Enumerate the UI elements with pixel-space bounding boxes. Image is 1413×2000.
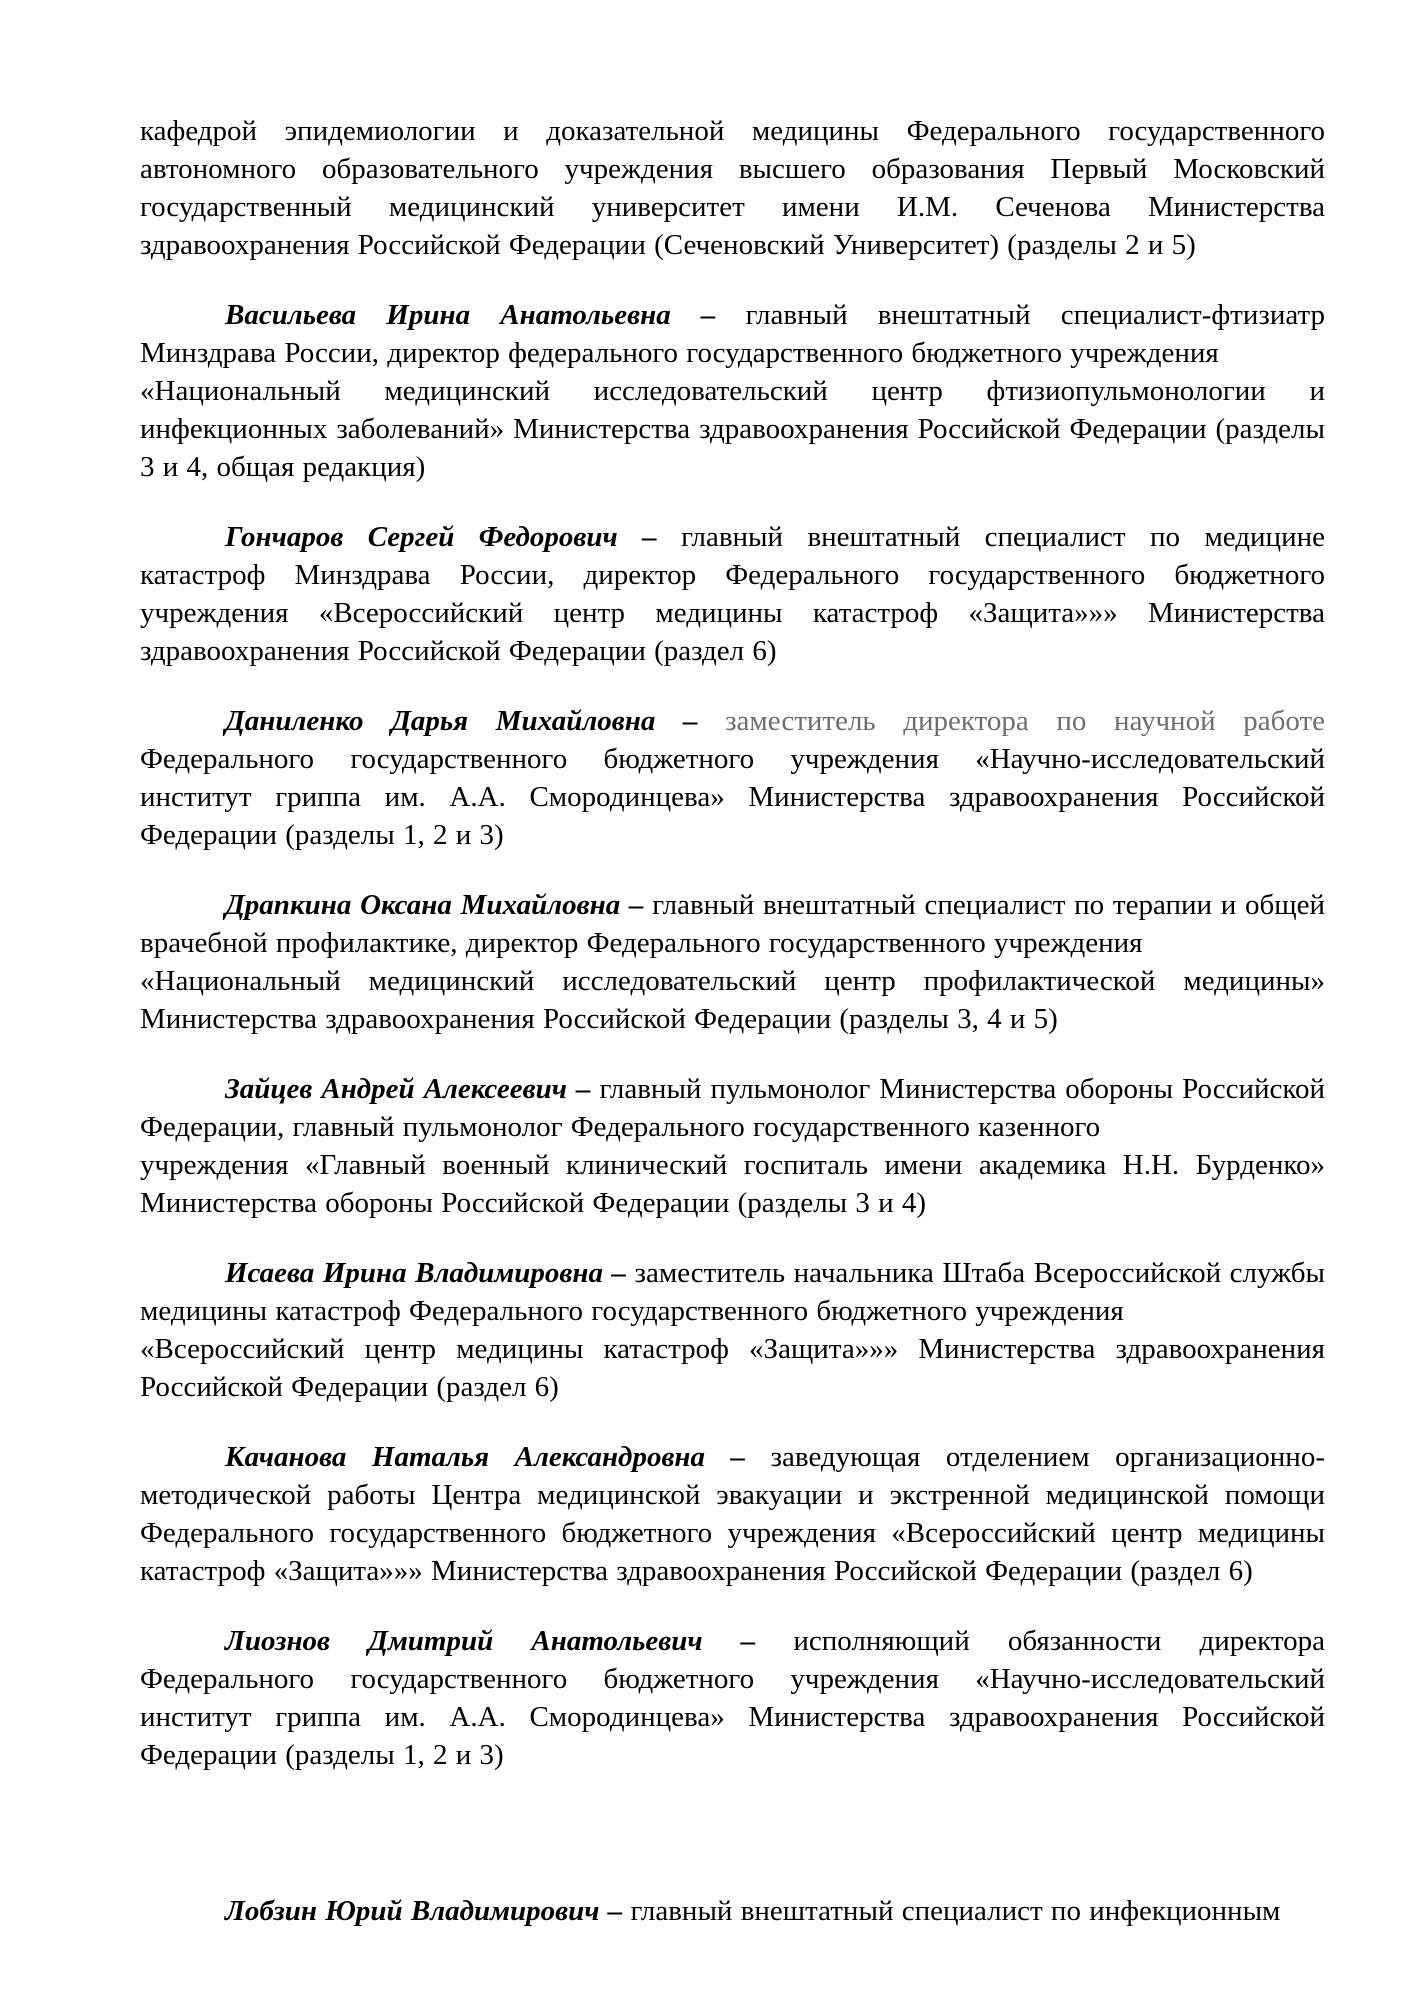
paragraph	[140, 702, 1325, 854]
author-name: Лиознов Дмитрий Анатольевич –	[225, 1625, 756, 1657]
paragraph	[140, 1070, 1325, 1222]
paragraph	[140, 1622, 1325, 1774]
paragraph-text: кафедрой эпидемиологии и доказательной медицины Федерального государственного автономного образовательного учреждения высшего образования Первый Московский государственный медицинский университет имени И.М. Сеченова Министерства здравоохранения Российской Федерации (Сеченовский Университет) (разделы 2 и 5)	[140, 115, 1325, 261]
paragraph-text: главный внештатный специалист по медицине катастроф Минздрава России, директор Федерального государственного бюджетного учреждения «Всероссийский центр медицины катастроф «Защита»»» Министерства здравоохранения Российской Федерации (раздел 6)	[140, 521, 1325, 667]
paragraph-text: заместитель начальника Штаба Всероссийской службы медицины катастроф Федерального государственного бюджетного учреждения	[140, 1257, 1325, 1327]
paragraph	[140, 518, 1325, 670]
author-name: Лобзин Юрий Владимирович –	[225, 1895, 623, 1927]
paragraph-text-gray: заместитель директора по научной работе	[697, 705, 1325, 737]
author-name: Драпкина Оксана Михайловна –	[225, 889, 644, 921]
paragraph	[140, 1438, 1325, 1590]
paragraph-text: главный внештатный специалист-фтизиатр Минздрава России, директор федерального государственного бюджетного учреждения	[140, 299, 1325, 369]
paragraph-text: «Всероссийский центр медицины катастроф «Защита»»» Министерства здравоохранения Российской Федерации (раздел 6)	[140, 1333, 1325, 1403]
paragraph-text: главный пульмонолог Министерства обороны Российской Федерации, главный пульмонолог Федерального государственного казенного	[140, 1073, 1325, 1143]
author-name: Зайцев Андрей Алексеевич –	[225, 1073, 591, 1105]
paragraph	[140, 1254, 1325, 1406]
paragraph	[140, 1892, 1325, 1930]
paragraph-text: главный внештатный специалист по терапии и общей врачебной профилактике, директор Федерального государственного учреждения	[140, 889, 1325, 959]
paragraph	[140, 886, 1325, 1038]
document-content	[140, 112, 1325, 1930]
paragraph-text: «Национальный медицинский исследовательский центр профилактической медицины» Министерства здравоохранения Российской Федерации (разделы 3, 4 и 5)	[140, 965, 1325, 1035]
paragraph-text: заведующая отделением организационно-методической работы Центра медицинской эвакуации и экстренной медицинской помощи Федерального государственного бюджетного учреждения «Всероссийский центр медицины катастроф «Защита»»» Министерства здравоохранения Российской Федерации (раздел 6)	[140, 1441, 1325, 1587]
paragraph-text: учреждения «Главный военный клинический госпиталь имени академика Н.Н. Бурденко» Министерства обороны Российской Федерации (разделы 3 и 4)	[140, 1149, 1325, 1219]
paragraph-text: главный внештатный специалист по инфекционным	[622, 1895, 1281, 1927]
paragraph-text: Федерального государственного бюджетного учреждения «Научно-исследовательский институт гриппа им. А.А. Смородинцева» Министерства здравоохранения Российской Федерации (разделы 1, 2 и 3)	[140, 743, 1325, 851]
author-name: Васильева Ирина Анатольевна –	[225, 299, 716, 331]
author-name: Гончаров Сергей Федорович –	[225, 521, 657, 553]
author-name: Даниленко Дарья Михайловна –	[225, 705, 698, 737]
author-name: Качанова Наталья Александровна –	[225, 1441, 746, 1473]
paragraph-text: «Национальный медицинский исследовательский центр фтизиопульмонологии и инфекционных заболеваний» Министерства здравоохранения Российской Федерации (разделы 3 и 4, общая редакция)	[140, 375, 1325, 483]
paragraph	[140, 296, 1325, 486]
paragraph-text: исполняющий обязанности директора Федерального государственного бюджетного учреждения «Научно-исследовательский институт гриппа им. А.А. Смородинцева» Министерства здравоохранения Российской Федерации (разделы 1, 2 и 3)	[140, 1625, 1325, 1771]
author-name: Исаева Ирина Владимировна –	[225, 1257, 626, 1289]
paragraph	[140, 112, 1325, 264]
